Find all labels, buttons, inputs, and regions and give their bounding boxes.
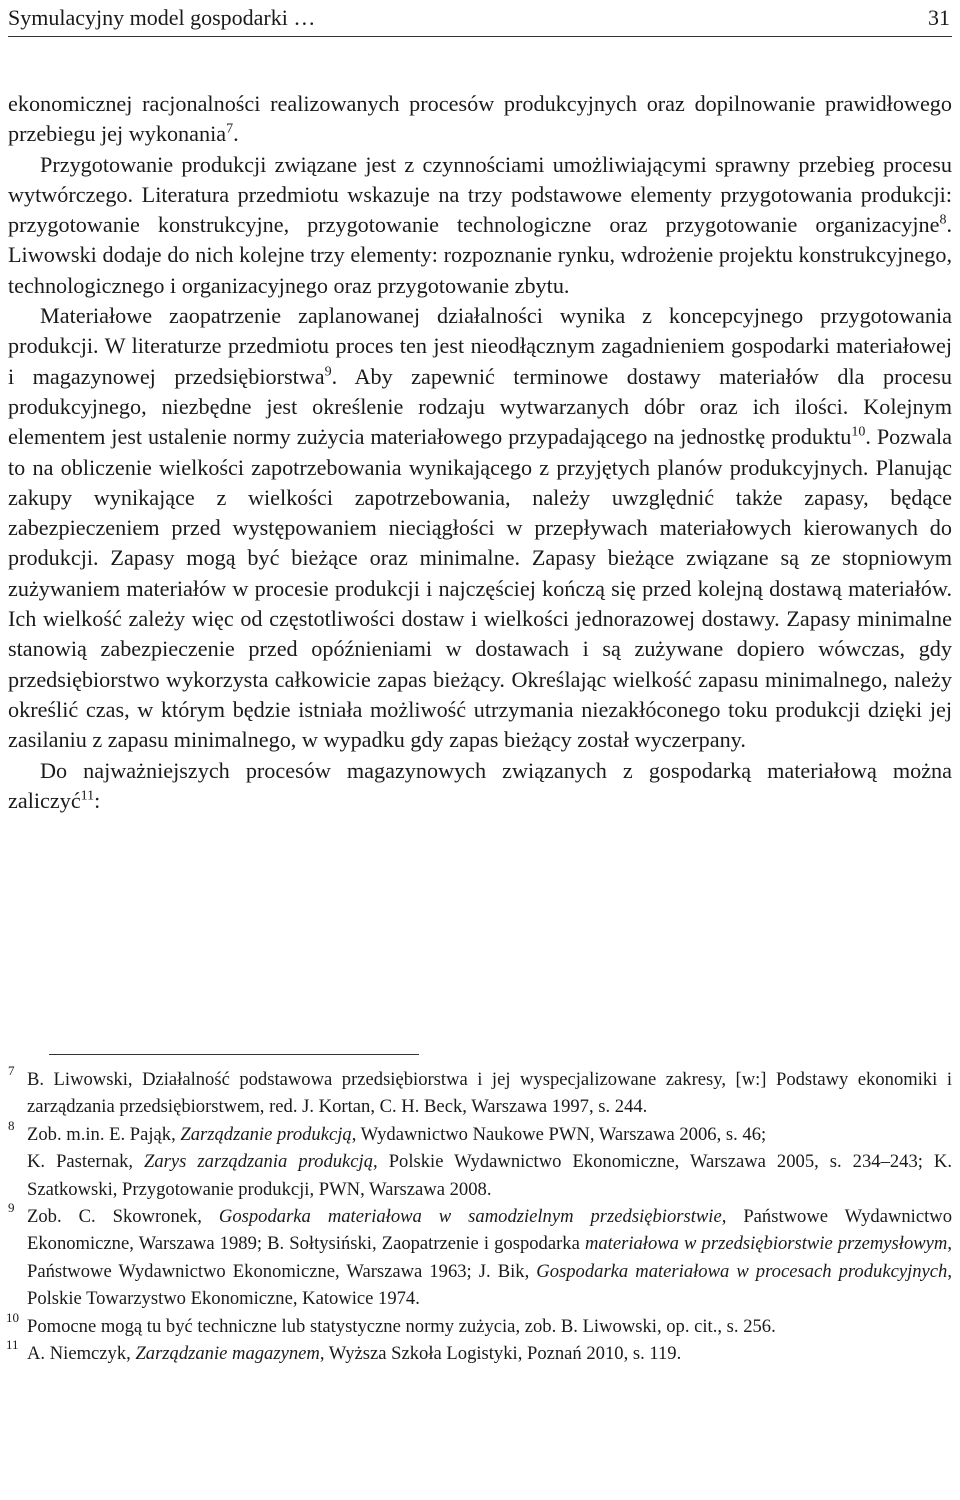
footnote-title: materiałowa w przedsiębiorstwie przemysłowym xyxy=(584,1233,948,1255)
running-title: Symulacyjny model gospodarki … xyxy=(8,5,316,30)
footnote-ref[interactable]: 8 xyxy=(939,212,947,228)
footnote-text: K. Pasternak, xyxy=(27,1151,145,1173)
footnote-title: Gospodarka materiałowa w samodzielnym przedsiębiorstwie xyxy=(218,1206,722,1228)
page-number: 31 xyxy=(928,5,950,30)
footnote-number: 8 xyxy=(8,1117,15,1133)
footnote-text: , Państwowe Wydawnictwo Ekonomiczne, Warszawa 1989; B. Sołtysiński, Zaopatrzenie i gospodarka xyxy=(27,1206,952,1255)
footnote-title: Zarządzanie magazynem xyxy=(135,1343,320,1365)
footnote-11 xyxy=(6,1337,952,1367)
paragraph xyxy=(8,150,952,301)
footnote-text: A. Niemczyk, xyxy=(27,1343,136,1365)
footnote-number: 10 xyxy=(6,1309,19,1325)
footnote-ref[interactable]: 9 xyxy=(324,364,332,380)
paragraph-text: . Pozwala to na obliczenie wielkości zapotrzebowania wynikającego z przyjętych planów produkcyjnych. Planując zakupy wynikające z wielkości zapotrzebowania, należy uwzględnić także zapasy, będące zabezpieczeniem przed występowaniem nieciągłości w przepływach materiałowych kierowanych do produkcji. Zapasy mogą być bieżące oraz minimalne. Zapasy bieżące związane są ze stopniowym zużywaniem materiałów w procesie produkcji i najczęściej kończą się przed kolejną dostawą materiałów. Ich wielkość zależy więc od częstotliwości dostaw i wielkości jednorazowej dostawy. Zapasy minimalne stanowią zabezpieczenie przed opóźnieniami w dostawach i są zużywane dopiero wówczas, gdy przedsiębiorstwo wykorzysta całkowicie zapas bieżący. Określając wielkość zapasu minimalnego, należy określić czas, w którym będzie istniała możliwość utrzymania niezakłóconego toku produkcji dzięki jej zasilaniu z zapasu minimalnego, w wypadku gdy zapas bieżący został wyczerpany. xyxy=(8,424,952,753)
paragraph xyxy=(8,756,952,817)
footnote-10 xyxy=(6,1309,952,1340)
footnote-8 xyxy=(8,1117,952,1148)
footnote-7 xyxy=(8,1063,952,1121)
footnote-title: Zarządzanie produkcją xyxy=(180,1123,352,1145)
paragraph xyxy=(8,301,952,755)
paragraph-text: : xyxy=(94,787,101,813)
paragraph-text: Przygotowanie produkcji związane jest z czynnościami umożliwiającymi sprawny przebieg procesu wytwórczego. Literatura przedmiotu wskazuje na trzy podstawowe elementy przygotowania produkcji: przygotowanie konstrukcyjne, przygotowanie technologiczne oraz przygotowanie organizacyjne xyxy=(8,151,952,238)
main-text xyxy=(8,89,952,816)
paragraph-text: Materiałowe zaopatrzenie zaplanowanej działalności wynika z koncepcyjnego przygotowania produkcji. W literaturze przedmiotu proces ten jest nieodłącznym zagadnieniem gospodarki materiałowej i magazynowej przedsiębiorstwa xyxy=(8,303,952,389)
footnote-text: Zob. m.in. E. Pająk, xyxy=(27,1123,181,1145)
footnote-title: Gospodarka materiałowa w procesach produkcyjnych xyxy=(536,1260,948,1282)
footnote-text: Pomocne mogą tu być techniczne lub statystyczne normy zużycia, zob. B. Liwowski, op. cit., s. 256. xyxy=(27,1315,776,1337)
footnotes xyxy=(6,1063,953,1367)
paragraph xyxy=(8,89,952,150)
paragraph-text: Do najważniejszych procesów magazynowych związanych z gospodarką materiałową można zaliczyć xyxy=(8,757,952,813)
paragraph-text: . Aby zapewnić terminowe dostawy materiałów dla procesu produkcyjnego, niezbędne jest określenie rodzaju wytwarzanych dóbr oraz ich ilości. Kolejnym elementem jest ustalenie normy zużycia materiałowego przypadającego na jednostkę produktu xyxy=(8,363,952,450)
footnote-text: , Państwowe Wydawnictwo Ekonomiczne, Warszawa 1963; J. Bik, xyxy=(27,1233,952,1282)
footnote-text: , Polskie Wydawnictwo Ekonomiczne, Warszawa 2005, s. 234–243; K. Szatkowski, Przygotowanie produkcji, PWN, Warszawa 2008. xyxy=(27,1151,953,1200)
footnote-ref[interactable]: 7 xyxy=(226,121,234,137)
paragraph-text: ekonomicznej racjonalności realizowanych procesów produkcyjnych oraz dopilnowanie prawidłowego przebiegu jej wykonania xyxy=(8,91,952,147)
footnote-number: 11 xyxy=(6,1337,19,1353)
footnote-title: Zarys zarządzania produkcją xyxy=(144,1151,374,1173)
footnote-separator xyxy=(49,1054,419,1055)
footnote-text: B. Liwowski, Działalność podstawowa przedsiębiorstwa i jej wyspecjalizowane zakresy, [w:] Podstawy ekonomiki i zarządzania przedsiębiorstwem, red. J. Kortan, C. H. Beck, Warszawa 1997, s. 244. xyxy=(27,1069,952,1118)
running-header xyxy=(8,2,952,37)
footnote-text: , Polskie Towarzystwo Ekonomiczne, Katowice 1974. xyxy=(27,1260,953,1310)
paragraph-text: . Liwowski dodaje do nich kolejne trzy elementy: rozpoznanie rynku, wdrożenie projektu konstrukcyjnego, technologicznego i organizacyjnego oraz przygotowanie zbytu. xyxy=(8,212,952,298)
footnote-ref[interactable]: 10 xyxy=(851,424,866,440)
footnote-text: Zob. C. Skowronek, xyxy=(27,1206,219,1228)
footnote-text: , Wyższa Szkoła Logistyki, Poznań 2010, s. 119. xyxy=(319,1343,682,1365)
footnote-9 xyxy=(8,1200,953,1313)
footnote-text: , Wydawnictwo Naukowe PWN, Warszawa 2006, s. 46; xyxy=(351,1123,767,1145)
footnote-8-continuation xyxy=(8,1148,952,1203)
footnote-number: 9 xyxy=(8,1200,15,1216)
footnote-ref[interactable]: 11 xyxy=(80,788,95,804)
footnote-number: 7 xyxy=(8,1063,15,1078)
paragraph-text: . xyxy=(233,121,239,147)
